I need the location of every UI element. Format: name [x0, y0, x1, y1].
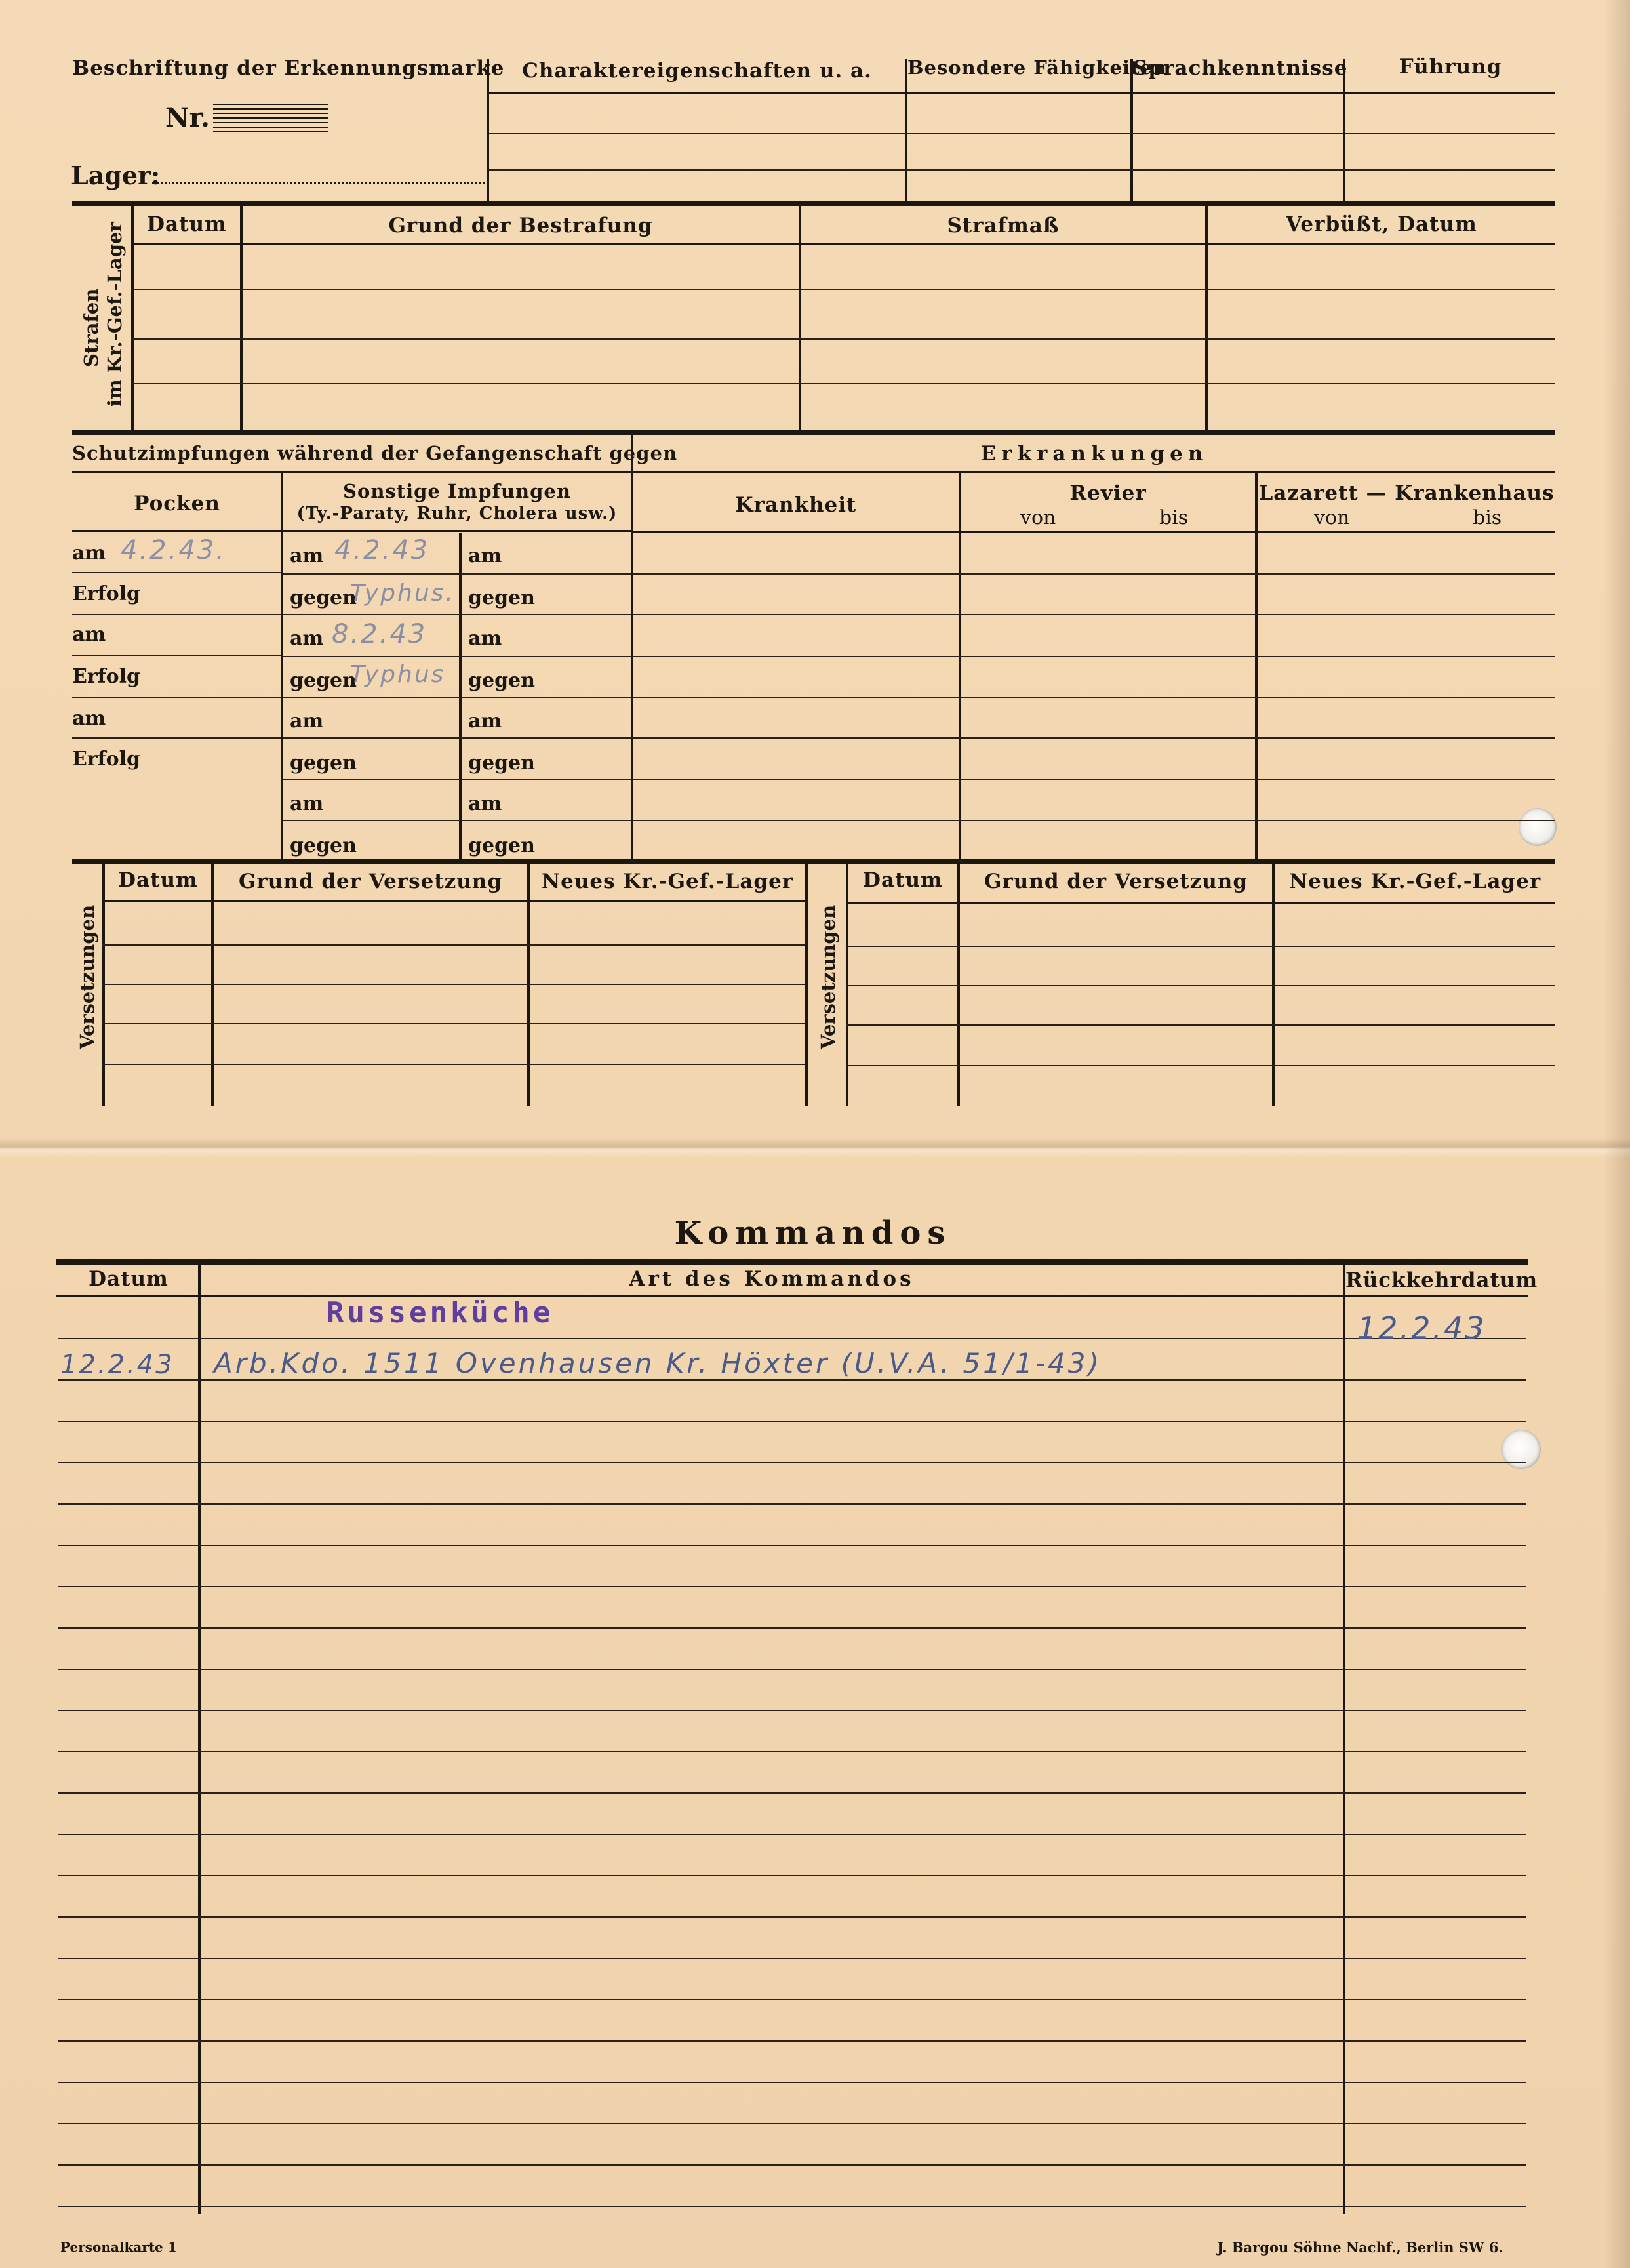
- pocken-label: am: [72, 542, 106, 565]
- erkennungsmarke-header: Beschriftung der Erkennungsmarke: [72, 56, 505, 80]
- divider: [1130, 59, 1133, 202]
- rule: [846, 946, 1555, 947]
- col-fuehrung: Führung: [1399, 55, 1502, 79]
- col-krankheit: Krankheit: [735, 493, 857, 517]
- sonst-label: am: [468, 792, 502, 815]
- rule: [633, 471, 1555, 473]
- sonst-label: am: [290, 710, 324, 733]
- rule: [102, 1023, 805, 1024]
- rule: [846, 1024, 1555, 1026]
- rule: [633, 531, 1555, 533]
- divider: [131, 206, 134, 432]
- rule: [283, 614, 631, 615]
- rule: [72, 697, 281, 698]
- rule: [131, 338, 1555, 340]
- sonst-label: gegen: [468, 586, 535, 609]
- pocken-label: Erfolg: [72, 582, 140, 605]
- rule: [283, 737, 631, 739]
- col-verbuesst: Verbüßt, Datum: [1286, 213, 1477, 236]
- rule: [633, 656, 1555, 657]
- revier-von: von: [1020, 506, 1056, 529]
- col-rueckkehr: Rückkehrdatum: [1345, 1268, 1538, 1292]
- page-edge-shadow: [1604, 0, 1630, 2268]
- sonst-label: gegen: [290, 834, 357, 857]
- rule: [72, 530, 631, 532]
- col-strafmass: Strafmaß: [947, 214, 1060, 237]
- divider: [799, 206, 801, 432]
- col-charakter: Charaktereigenschaften u. a.: [522, 59, 872, 83]
- rule: [72, 655, 281, 656]
- divider: [805, 863, 808, 1106]
- hw-gegen-2: Typhus: [350, 661, 446, 688]
- rule: [283, 573, 631, 575]
- col-datum: Datum: [147, 213, 227, 236]
- punch-hole-top: [1519, 808, 1557, 846]
- divider: [1343, 59, 1345, 202]
- pocken-label: Erfolg: [72, 665, 140, 688]
- col-datum-left: Datum: [118, 868, 198, 892]
- kommando-rule: [58, 1751, 1526, 1752]
- kommando-rule: [58, 1545, 1526, 1546]
- rule: [102, 984, 805, 985]
- kommando-rule: [58, 1379, 1526, 1381]
- kommando-rule: [58, 1875, 1526, 1876]
- col-datum-right: Datum: [863, 868, 943, 892]
- pocken-label: am: [72, 623, 106, 646]
- kommandos-title: Kommandos: [674, 1215, 952, 1251]
- col-pocken: Pocken: [134, 492, 220, 516]
- erkrankungen-header: Erkrankungen: [980, 442, 1208, 466]
- hw-pocken-date: 4.2.43.: [121, 535, 226, 565]
- kommando-rule: [58, 1792, 1526, 1794]
- kommando-rule: [58, 1916, 1526, 1918]
- footer-left: Personalkarte 1: [60, 2239, 177, 2255]
- col-faehigkeiten: Besondere Fähigkeiten: [907, 56, 1167, 79]
- sonst-label: gegen: [290, 669, 357, 692]
- hw-entry-rueckkehr: 12.2.43: [1357, 1310, 1486, 1346]
- rule: [72, 737, 281, 739]
- rule: [633, 779, 1555, 780]
- stamp-russenkueche: Russenküche: [327, 1296, 554, 1329]
- rule: [283, 697, 631, 698]
- strafen-side-label-1: Strafen: [80, 288, 102, 367]
- sonst-label: gegen: [290, 586, 357, 609]
- hw-entry-art: Arb.Kdo. 1511 Ovenhausen Kr. Höxter (U.V.A. 51/1-43): [214, 1347, 1102, 1379]
- lazarett-von: von: [1314, 506, 1350, 529]
- fold-crease: [0, 1138, 1630, 1158]
- kommando-rule: [58, 1586, 1526, 1587]
- nr-label: Nr.: [165, 102, 210, 133]
- strafen-side-label-2: im Kr.-Gef.-Lager: [104, 222, 126, 407]
- divider: [240, 206, 243, 432]
- kommando-rule: [58, 1627, 1526, 1629]
- rule: [846, 902, 1555, 904]
- rule: [633, 697, 1555, 698]
- hw-gegen-1: Typhus.: [350, 580, 455, 607]
- pocken-label: Erfolg: [72, 748, 140, 771]
- versetzungen-side-left: Versetzungen: [76, 904, 98, 1049]
- section-rule: [56, 1259, 1528, 1265]
- rule: [102, 1064, 805, 1065]
- divider: [1205, 206, 1208, 432]
- col-revier: Revier: [1069, 481, 1147, 505]
- kommando-rule: [58, 1503, 1526, 1505]
- divider: [846, 863, 848, 1106]
- rule: [102, 900, 805, 902]
- col-lazarett: Lazarett — Krankenhaus: [1258, 481, 1555, 505]
- col-datum: Datum: [89, 1267, 169, 1291]
- divider: [1255, 472, 1258, 859]
- rule: [846, 985, 1555, 986]
- col-grund-left: Grund der Versetzung: [239, 870, 502, 893]
- divider: [905, 59, 907, 202]
- rule: [489, 92, 1555, 94]
- divider: [198, 1261, 201, 2214]
- kommando-rule: [58, 1834, 1526, 1835]
- rule: [131, 243, 1555, 245]
- divider: [959, 472, 961, 859]
- rule: [489, 169, 1555, 171]
- col-sprach: Sprachkenntnisse: [1133, 56, 1348, 80]
- rule: [633, 573, 1555, 575]
- rule: [283, 779, 631, 780]
- section-rule: [72, 859, 1555, 864]
- rule: [283, 656, 631, 657]
- col-lager-left: Neues Kr.-Gef.-Lager: [541, 870, 794, 893]
- sonst-label: gegen: [468, 669, 535, 692]
- kommando-rule: [58, 1462, 1526, 1463]
- divider: [957, 863, 960, 1106]
- hw-entry-datum: 12.2.43: [60, 1350, 174, 1380]
- versetzungen-side-right: Versetzungen: [817, 904, 839, 1049]
- kommando-rule: [58, 1958, 1526, 1959]
- impfungen-header: Schutzimpfungen während der Gefangenschaft gegen: [72, 442, 678, 464]
- kommando-rule: [58, 2082, 1526, 2083]
- footer-right: J. Bargou Söhne Nachf., Berlin SW 6.: [1217, 2239, 1503, 2256]
- kommando-rule: [58, 2206, 1526, 2207]
- kommando-rule: [58, 1669, 1526, 1670]
- sonst-label: am: [290, 792, 324, 815]
- rule: [56, 1295, 1528, 1297]
- nr-field[interactable]: [213, 104, 328, 136]
- rule: [846, 1065, 1555, 1066]
- rule: [131, 289, 1555, 290]
- revier-bis: bis: [1159, 506, 1189, 529]
- divider: [1272, 863, 1275, 1106]
- rule: [633, 614, 1555, 615]
- sonst-label: am: [468, 627, 502, 650]
- sonst-label: gegen: [468, 834, 535, 857]
- sonst-label: am: [290, 544, 324, 567]
- punch-hole-bottom: [1501, 1430, 1541, 1469]
- col-grund: Grund der Bestrafung: [388, 214, 653, 237]
- sonst-label: am: [468, 710, 502, 733]
- rule: [131, 383, 1555, 384]
- rule: [489, 133, 1555, 134]
- section-rule: [72, 201, 1555, 206]
- lazarett-bis: bis: [1473, 506, 1502, 529]
- hw-am-2: 8.2.43: [332, 619, 427, 649]
- divider: [1343, 1261, 1345, 2214]
- kommando-rule: [58, 2164, 1526, 2166]
- rule: [102, 944, 805, 946]
- kommando-rule: [58, 2040, 1526, 2042]
- col-sonstige-1: Sonstige Impfungen: [343, 480, 571, 502]
- kommando-rule: [58, 1710, 1526, 1711]
- kommando-rule: [58, 2123, 1526, 2124]
- col-art: Art des Kommandos: [629, 1267, 915, 1291]
- kommando-rule: [58, 1338, 1526, 1339]
- sonst-label: am: [290, 627, 324, 650]
- sonst-label: gegen: [290, 752, 357, 775]
- rule: [633, 820, 1555, 821]
- kommando-rule: [58, 1421, 1526, 1422]
- section-rule: [72, 430, 1555, 435]
- rule: [633, 737, 1555, 739]
- lager-field[interactable]: [152, 167, 485, 184]
- sonst-label: am: [468, 544, 502, 567]
- col-grund-right: Grund der Versetzung: [984, 870, 1248, 893]
- divider: [459, 533, 462, 859]
- sonst-label: gegen: [468, 752, 535, 775]
- rule: [72, 572, 281, 573]
- hw-am-1: 4.2.43: [334, 535, 430, 565]
- lager-label: Lager:: [71, 161, 161, 190]
- pocken-label: am: [72, 707, 106, 730]
- rule: [283, 820, 631, 821]
- rule: [72, 471, 631, 473]
- rule: [72, 614, 281, 615]
- col-sonstige-2: (Ty.-Paraty, Ruhr, Cholera usw.): [296, 504, 618, 523]
- kommando-rule: [58, 1999, 1526, 2000]
- col-lager-right: Neues Kr.-Gef.-Lager: [1288, 870, 1541, 893]
